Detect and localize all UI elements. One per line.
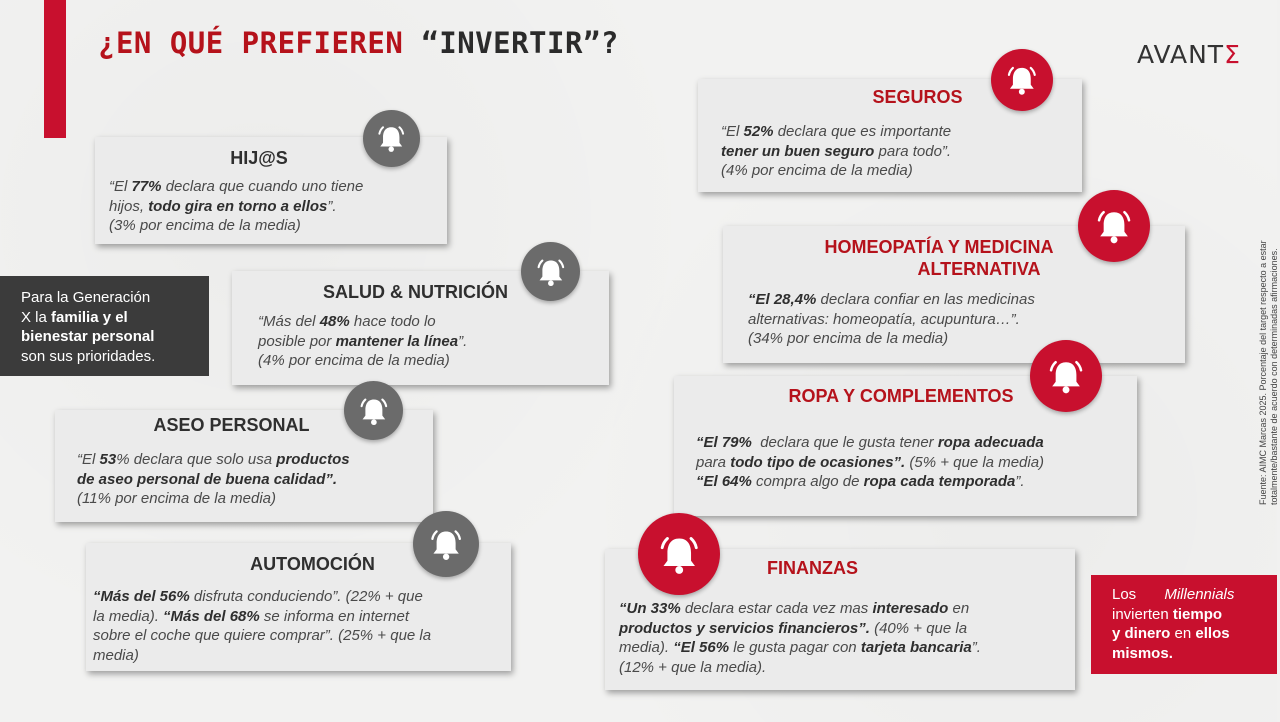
- card-title: ROPA Y COMPLEMENTOS: [788, 386, 1014, 406]
- logo-sigma: Σ: [1224, 40, 1241, 69]
- title-dark-part: “INVERTIR”?: [403, 26, 619, 60]
- card-text: “El 52% declara que es importante tener un buen seguro para todo”. (4% por encima de la media): [721, 123, 952, 179]
- brand-logo: [1137, 40, 1241, 69]
- card-title: ASEO PERSONAL: [153, 415, 310, 435]
- card-title: HOMEOPATÍA Y MEDICINA ALTERNATIVA: [824, 237, 1054, 279]
- logo-text: AVANT: [1137, 40, 1225, 69]
- card-text: “Más del 48% hace todo lo posible por mantener la línea”. (4% por encima de la media): [258, 313, 468, 369]
- genx-box: Para la Generación X la familia y el bienestar personal son sus prioridades.: [0, 276, 209, 376]
- card-text: “Un 33% declara estar cada vez mas interesado en productos y servicios financieros”. (40% + que la media). “El 56% le gusta pagar con tarjeta bancaria”. (12% + que la media).: [619, 600, 981, 676]
- card-text: “El 53% declara que solo usa productos de aseo personal de buena calidad”. (11% por encima de la media): [77, 451, 350, 507]
- card-title: SEGUROS: [872, 87, 963, 107]
- bell-icon: [344, 381, 403, 440]
- page-title: [98, 26, 619, 60]
- bell-icon: [1030, 340, 1102, 412]
- millennials-box: Los Millennials invierten tiempo y dinero en ellos mismos.: [1091, 575, 1277, 674]
- bell-icon: [991, 49, 1053, 111]
- card-text: “El 28,4% declara confiar en las medicinas alternativas: homeopatía, acupuntura…”. (34% por encima de la media): [748, 291, 1035, 347]
- card-title: HIJ@S: [230, 148, 288, 168]
- bell-icon: [521, 242, 580, 301]
- bell-icon: [363, 110, 420, 167]
- title-red-part: ¿EN QUÉ PREFIEREN: [98, 26, 404, 60]
- card-title: AUTOMOCIÓN: [250, 554, 375, 574]
- bell-icon: [1078, 190, 1150, 262]
- source-note: Fuente: AIMC Marcas 2025. Porcentaje del target respecto a estar totalmente/bastante de acuerdo con determinadas afirmaciones.: [1258, 240, 1279, 505]
- bell-icon: [413, 511, 479, 577]
- card-text: “El 77% declara que cuando uno tiene hijos, todo gira en torno a ellos”. (3% por encima de la media): [109, 178, 364, 234]
- card-title: SALUD & NUTRICIÓN: [323, 282, 508, 302]
- bell-icon: [638, 513, 720, 595]
- card-text: “El 79% declara que le gusta tener ropa adecuada para todo tipo de ocasiones”. (5% + que la media) “El 64% compra algo de ropa cada temporada”.: [696, 434, 1045, 490]
- card-text: “Más del 56% disfruta conduciendo”. (22% + que la media). “Más del 68% se informa en internet sobre el coche que quiere comprar”. (25% + que la media): [93, 588, 432, 664]
- accent-bar: [44, 0, 66, 138]
- card-title: FINANZAS: [767, 558, 858, 578]
